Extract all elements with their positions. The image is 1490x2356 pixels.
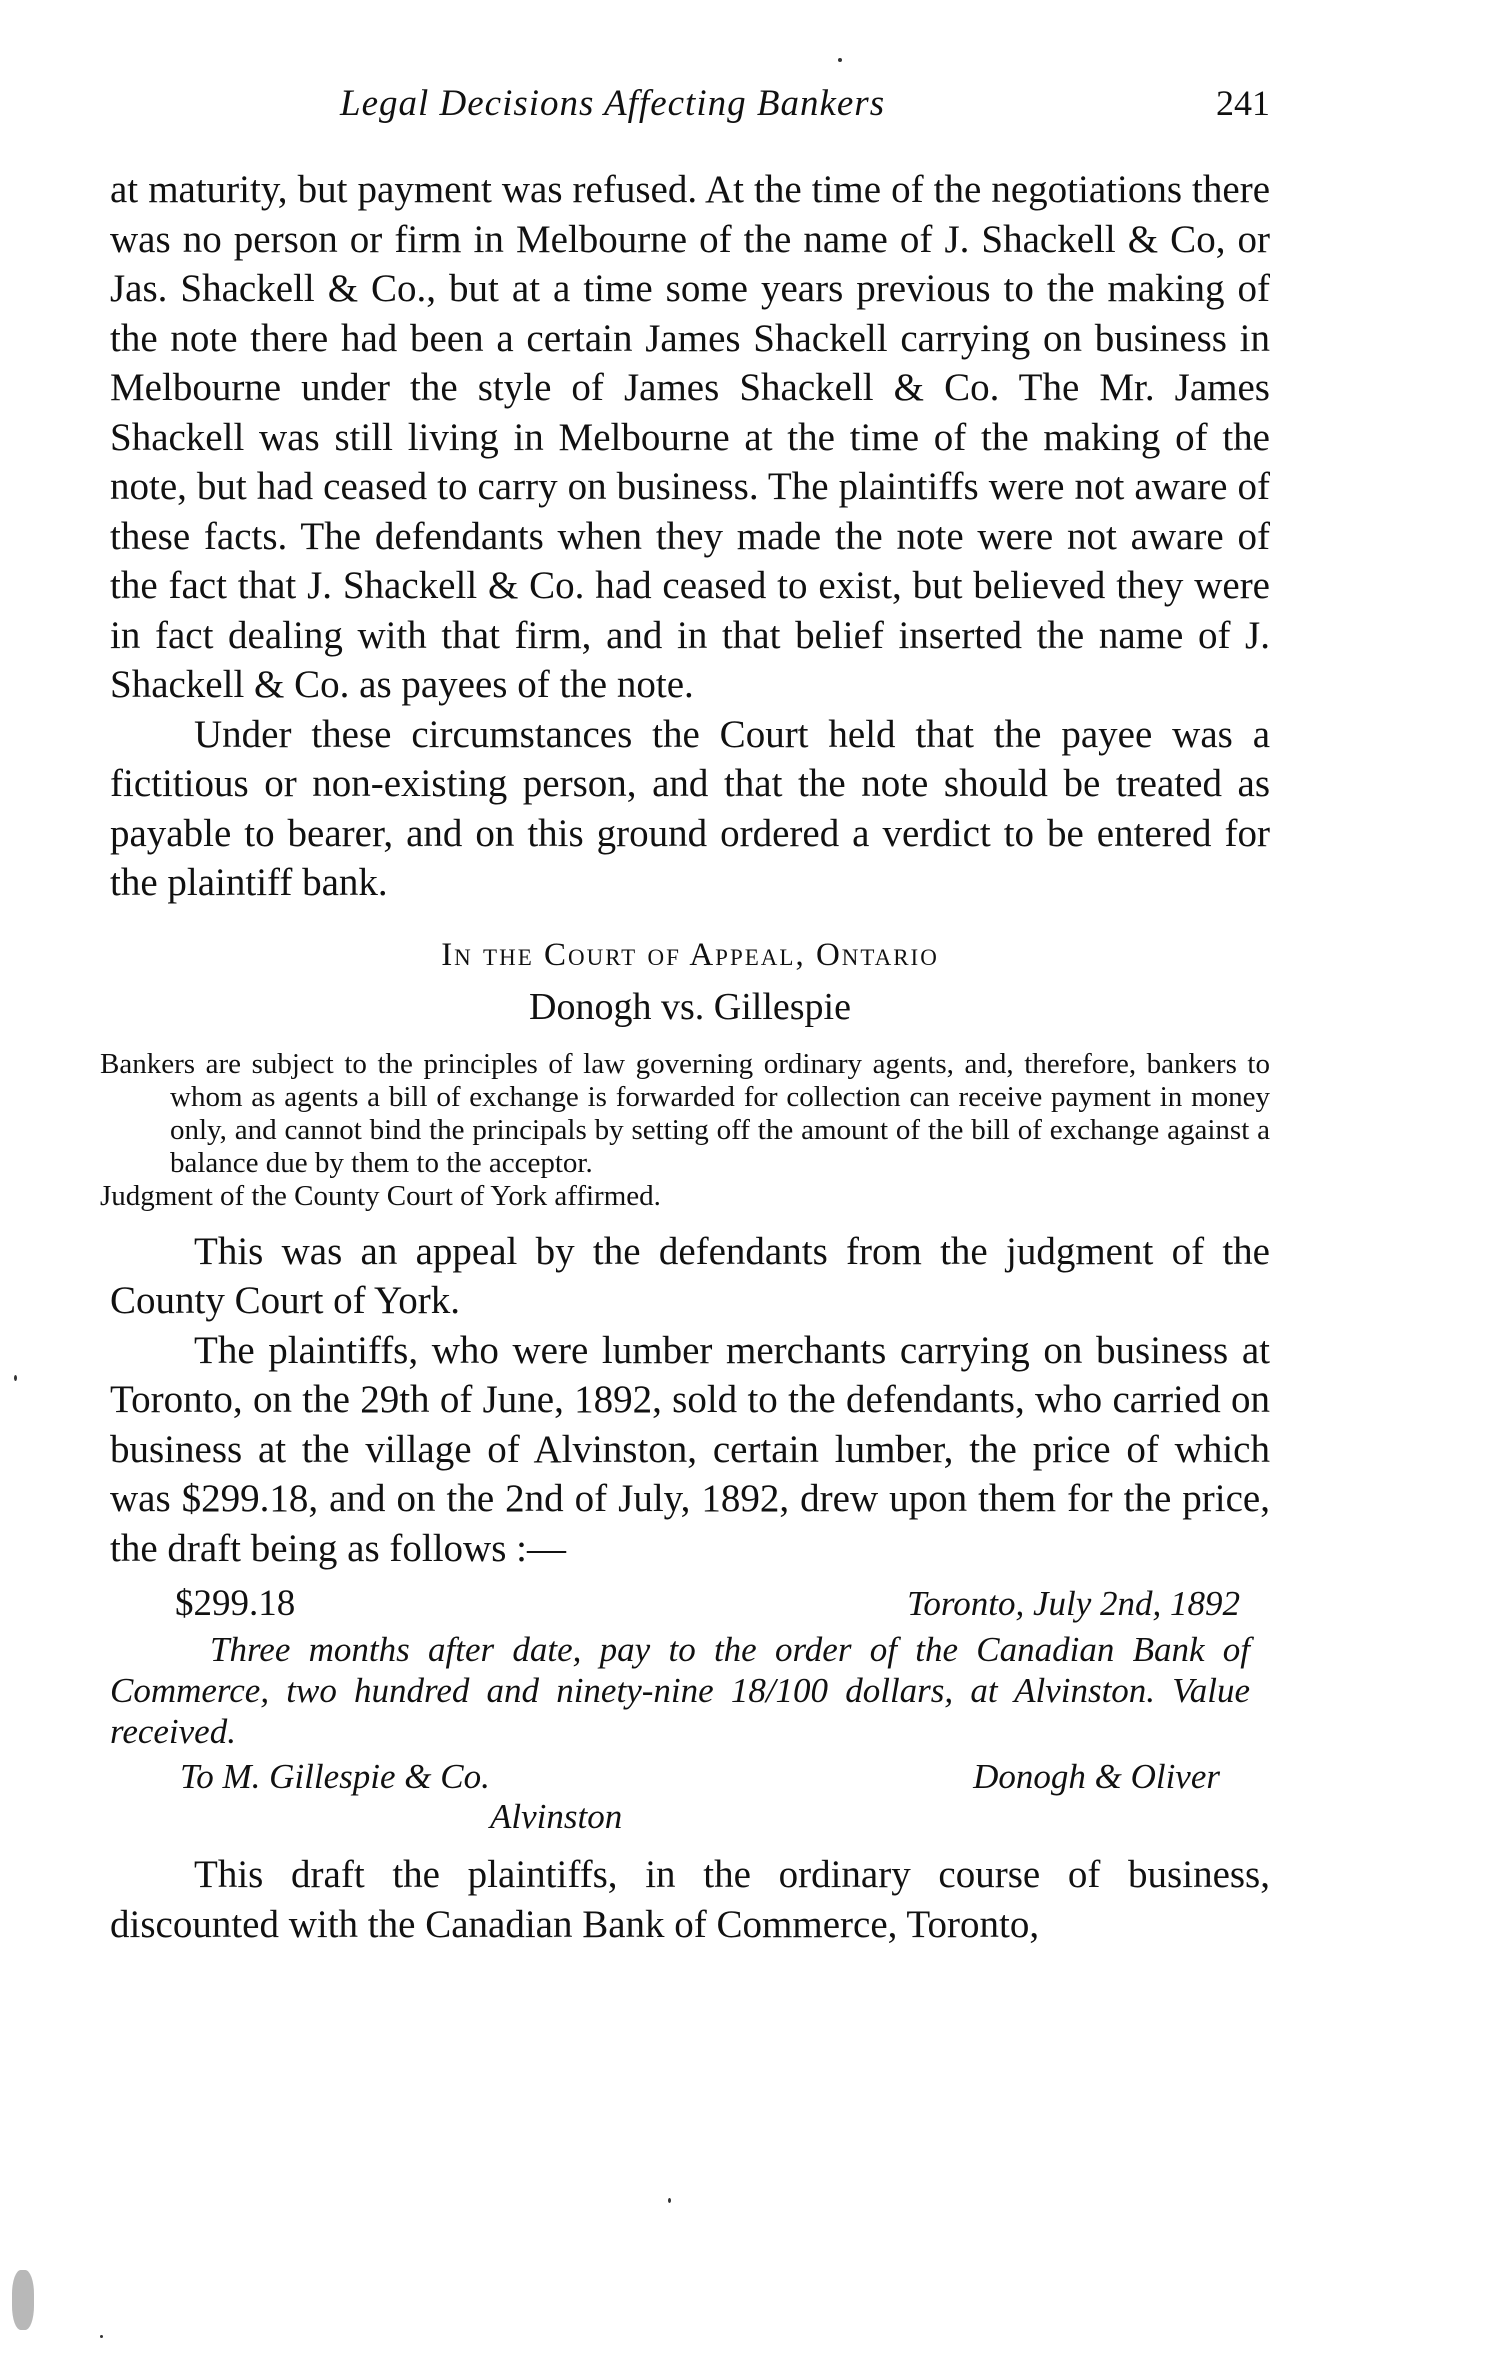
draft-text <box>110 1583 1270 1836</box>
paragraph-continued: at maturity, but payment was refused. At the time of the negotiations there was no person or firm in Melbourne of the name of J. Shackell & Co, or Jas. Shackell & Co., but at a time some years previous to the making of the note there had been a certain James Shackell carrying on business in Melbourne under the style of James Shackell & Co. The Mr. James Shackell was still living in Melbourne at the time of the making of the note, but had ceased to carry on business. The plaintiffs were not aware of these facts. The defendants when they made the note were not aware of the fact that J. Shackell & Co. had ceased to exist, but believed they were in fact dealing with that firm, and in that belief inserted the name of J. Shackell & Co. as payees of the note. <box>110 168 1270 706</box>
paragraph-discounted: This draft the plaintiffs, in the ordinary course of business, discounted with the Canadian Bank of Commerce, Toronto, <box>110 1853 1270 1946</box>
draft-date: Toronto, July 2nd, 1892 <box>907 1584 1240 1623</box>
paragraph-appeal: This was an appeal by the defendants from the judgment of the County Court of York. <box>110 1229 1270 1322</box>
scan-speck <box>12 2270 34 2330</box>
draft-place: Alvinston <box>490 1797 623 1836</box>
scan-speck <box>14 1375 17 1381</box>
case-name: Donogh vs. Gillespie <box>529 985 851 1028</box>
draft-signature-block <box>110 1752 1270 1836</box>
headnote-judgment: Judgment of the County Court of York affirmed. <box>100 1179 661 1212</box>
headnote: Bankers are subject to the principles of law governing ordinary agents, and, therefore, bankers to whom as agents a bill of exchange is forwarded for collection can receive payment in money only, and cannot bind the principals by setting off the amount of the bill of exchange against a balance due by them to the acceptor. <box>100 1047 1270 1179</box>
paragraph-facts: The plaintiffs, who were lumber merchants carrying on business at Toronto, on the 29th of June, 1892, sold to the defendants, who carried on business at the village of Alvinston, certain lumber, the price of which was $299.18, and on the 2nd of July, 1892, drew upon them for the price, the draft being as follows :— <box>110 1328 1270 1570</box>
draft-addressee: To M. Gillespie & Co. <box>180 1757 490 1796</box>
scan-speck <box>100 2335 103 2338</box>
draft-amount: $299.18 <box>175 1583 296 1624</box>
page-number: 241 <box>1216 83 1270 123</box>
running-head <box>110 82 1270 142</box>
body-text <box>100 165 1270 1949</box>
scan-speck <box>838 58 842 62</box>
scan-speck <box>668 2198 671 2203</box>
court-heading: In the Court of Appeal, Ontario <box>441 936 939 973</box>
draft-header <box>110 1583 1270 1629</box>
draft-body: Three months after date, pay to the order of the Canadian Bank of Commerce, two hundred and ninety-nine 18/100 dollars, at Alvinston. Value received. <box>110 1630 1250 1751</box>
draft-drawer: Donogh & Oliver <box>973 1757 1220 1796</box>
paragraph-holding: Under these circumstances the Court held that the payee was a fictitious or non-existing person, and that the note should be treated as payable to bearer, and on this ground ordered a verdict to be entered for the plaintiff bank. <box>110 712 1270 904</box>
running-title: Legal Decisions Affecting Bankers <box>340 83 886 124</box>
